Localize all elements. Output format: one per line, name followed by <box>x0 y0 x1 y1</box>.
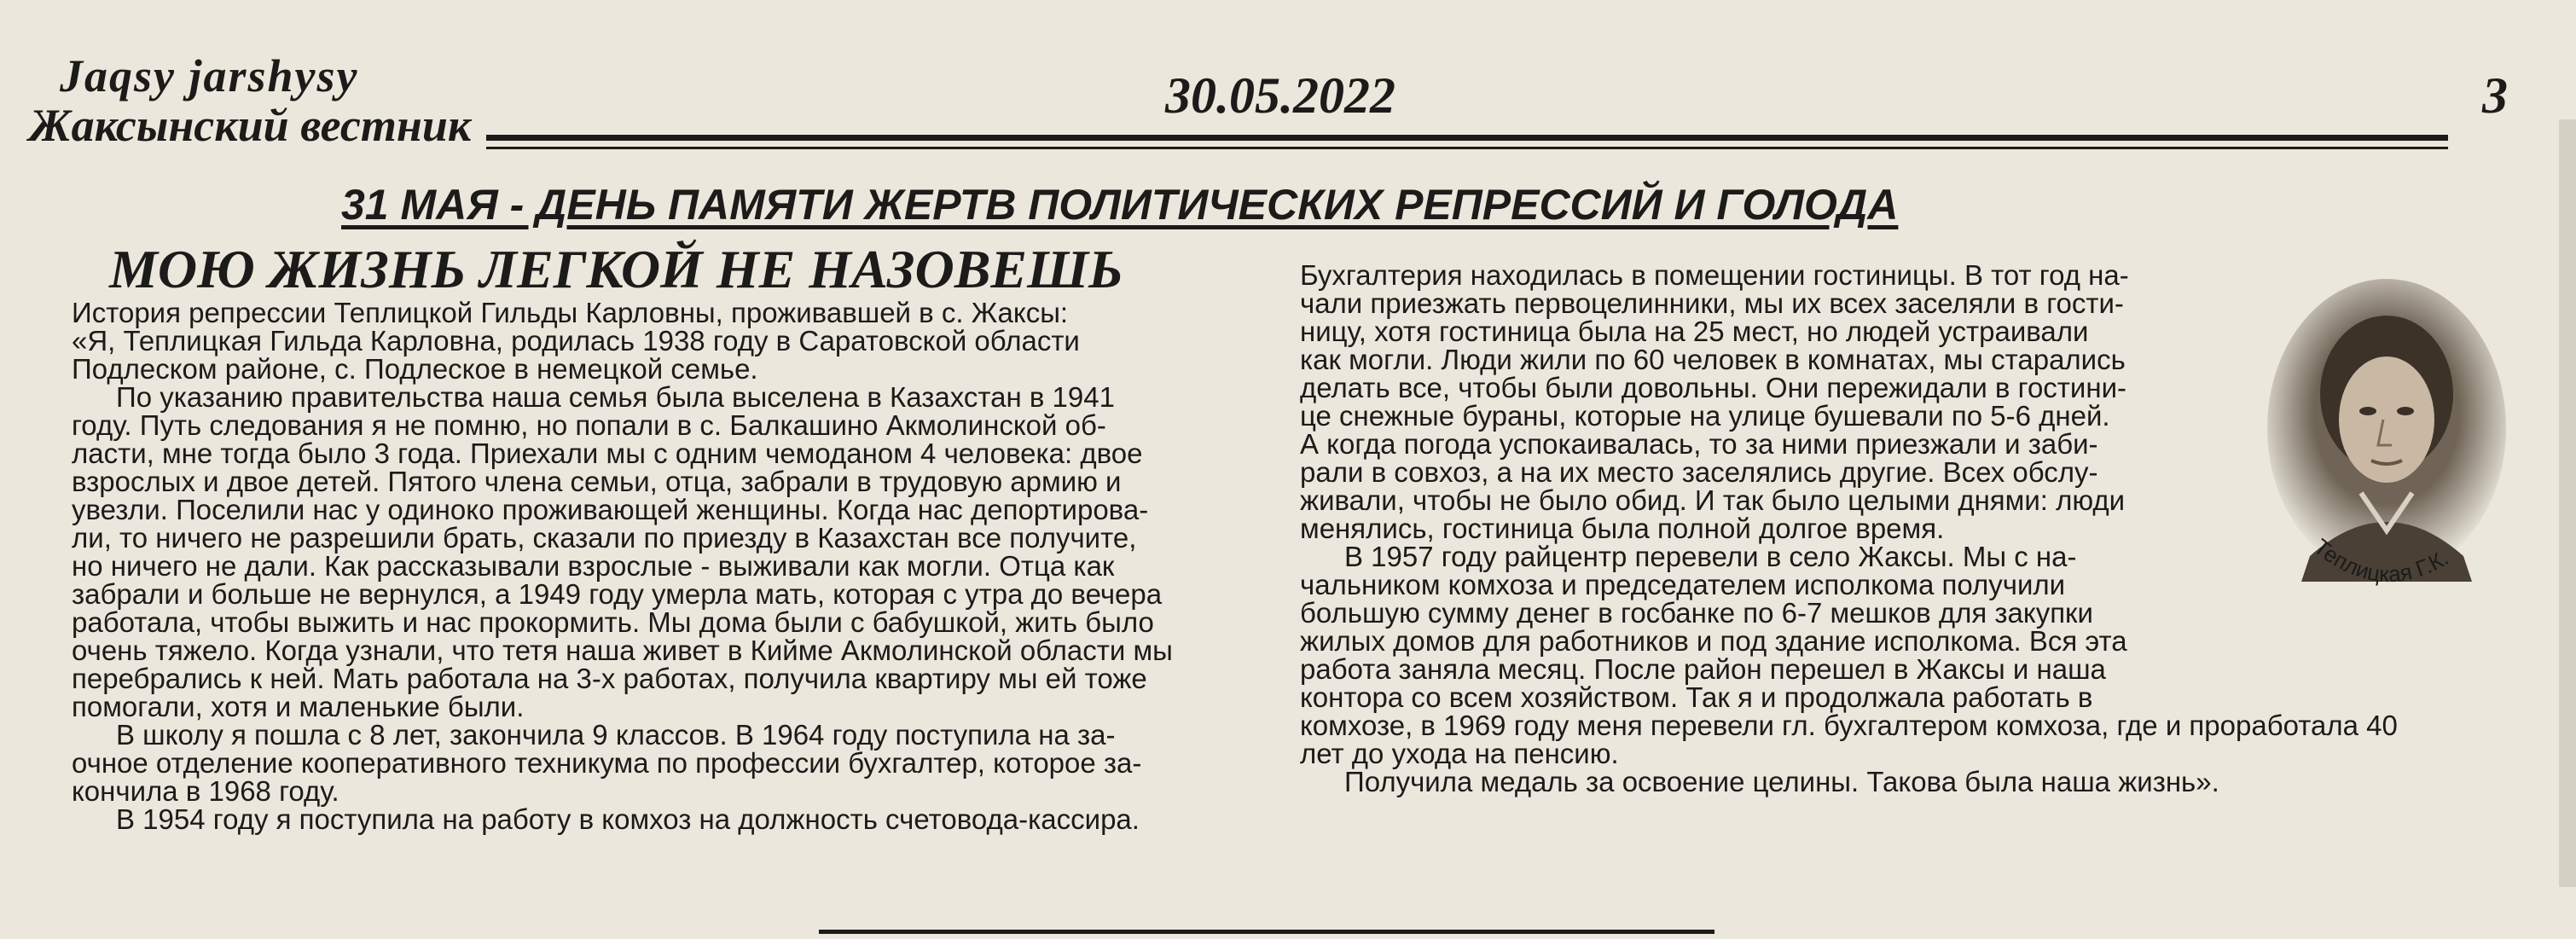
section-title: 31 МАЯ - ДЕНЬ ПАМЯТИ ЖЕРТВ ПОЛИТИЧЕСКИХ РЕПРЕССИЙ И ГОЛОДА <box>341 181 1899 229</box>
paragraph-line: году. Путь следования я не помню, но попали в с. Балкашино Акмолинской об- <box>72 409 1106 441</box>
photo-caption: Теплицкая Г.К. <box>2309 533 2453 588</box>
paragraph-line: менялись, гостиница была полной долгое время. <box>1300 513 1945 544</box>
article-left-column <box>72 299 1173 833</box>
paragraph-line: жилых домов для работников и под здание исполкома. Вся эта <box>1300 625 2127 657</box>
paragraph-line: Получила медаль за освоение целины. Такова была наша жизнь». <box>1344 766 2219 797</box>
paragraph-line: увезли. Поселили нас у одиноко проживающей женщины. Когда нас депортирова- <box>72 494 1149 525</box>
paragraph-line: очное отделение кооперативного техникума по профессии бухгалтер, которое за- <box>72 747 1142 779</box>
masthead-title-latin: Jaqsy jarshysy <box>60 50 359 101</box>
paragraph-line: В школу я пошла с 8 лет, закончила 9 классов. В 1964 году поступила на за- <box>116 719 1116 751</box>
paragraph-line: История репрессии Теплицкой Гильды Карловны, проживавшей в с. Жаксы: <box>72 297 1069 328</box>
paragraph-line: перебрались к ней. Мать работала на 3-х работах, получила квартиру мы ей тоже <box>72 663 1147 694</box>
paragraph-line: По указанию правительства наша семья была выселена в Казахстан в 1941 <box>116 381 1115 413</box>
paragraph-line: ласти, мне тогда было 3 года. Приехали мы с одним чемоданом 4 человека: двое <box>72 438 1143 469</box>
paragraph-line: комхозе, в 1969 году меня перевели гл. бухгалтером комхоза, где и проработала 40 <box>1300 710 2398 741</box>
paragraph-line: забрали и больше не вернулся, а 1949 году умерла мать, которая с утра до вечера <box>72 578 1163 610</box>
paragraph-line: работа заняла месяц. После район перешел в Жаксы и наша <box>1300 653 2106 685</box>
paragraph-line: чальником комхоза и председателем исполкома получили <box>1300 569 2066 600</box>
paragraph-line: лет до ухода на пенсию. <box>1300 738 1619 769</box>
adjacent-page-edge <box>2559 119 2576 887</box>
paragraph-line: А когда погода успокаивалась, то за ними приезжали и заби- <box>1300 428 2098 460</box>
paragraph-line: ли, то ничего не разрешили брать, сказали по приезду в Казахстан все получите, <box>72 522 1137 554</box>
paragraph-line: В 1957 году райцентр перевели в село Жаксы. Мы с на- <box>1344 541 2077 572</box>
portrait-photo <box>2259 275 2515 650</box>
paragraph-line: взрослых и двое детей. Пятого члена семьи, отца, забрали в трудовую армию и <box>72 466 1122 497</box>
paragraph-line: но ничего не дали. Как рассказывали взрослые - выживали как могли. Отца как <box>72 550 1115 582</box>
page-number: 3 <box>2482 67 2508 124</box>
paragraph-line: помогали, хотя и маленькие были. <box>72 691 525 722</box>
paragraph-line: ницу, хотя гостиница была на 25 мест, но людей устраивали <box>1300 316 2089 347</box>
paragraph-line: большую сумму денег в госбанке по 6-7 мешков для закупки <box>1300 597 2093 629</box>
header-rule-thin <box>486 147 2448 149</box>
paragraph-line: делать все, чтобы были довольны. Они пережидали в гостини- <box>1300 372 2126 403</box>
paragraph-line: Бухгалтерия находилась в помещении гостиницы. В тот год на- <box>1300 259 2129 291</box>
paragraph-line: контора со всем хозяйством. Так я и продолжала работать в <box>1300 681 2093 713</box>
paragraph-line: работала, чтобы выжить и нас прокормить. Мы дома были с бабушкой, жить было <box>72 606 1154 638</box>
article-headline: МОЮ ЖИЗНЬ ЛЕГКОЙ НЕ НАЗОВЕШЬ <box>109 239 1123 299</box>
paragraph-line: це снежные бураны, которые на улице бушевали по 5-6 дней. <box>1300 400 2110 432</box>
masthead-title-cyrillic: Жаксынский вестник <box>29 100 472 151</box>
bottom-rule <box>819 930 1714 934</box>
header-rule <box>486 135 2448 141</box>
paragraph-line: очень тяжело. Когда узнали, что тетя наша живет в Кийме Акмолинской области мы <box>72 635 1173 666</box>
paragraph-line: Подлеском районе, с. Подлеское в немецкой семье. <box>72 353 758 385</box>
paragraph-line: чали приезжать первоцелинники, мы их всех заселяли в гости- <box>1300 287 2124 319</box>
paragraph-line: кончила в 1968 году. <box>72 775 339 807</box>
paragraph-line: живали, чтобы не было обид. И так было целыми днями: люди <box>1300 484 2126 516</box>
paragraph-line: рали в совхоз, а на их место заселялись другие. Всех обслу- <box>1300 456 2098 488</box>
paragraph-line: как могли. Люди жили по 60 человек в комнатах, мы старались <box>1300 344 2126 375</box>
issue-date: 30.05.2022 <box>1165 67 1395 124</box>
article-right-column <box>1300 261 2398 796</box>
paragraph-line: «Я, Теплицкая Гильда Карловна, родилась 1938 году в Саратовской области <box>72 325 1080 356</box>
paragraph-line: В 1954 году я поступила на работу в комхоз на должность счетовода-кассира. <box>116 803 1140 835</box>
